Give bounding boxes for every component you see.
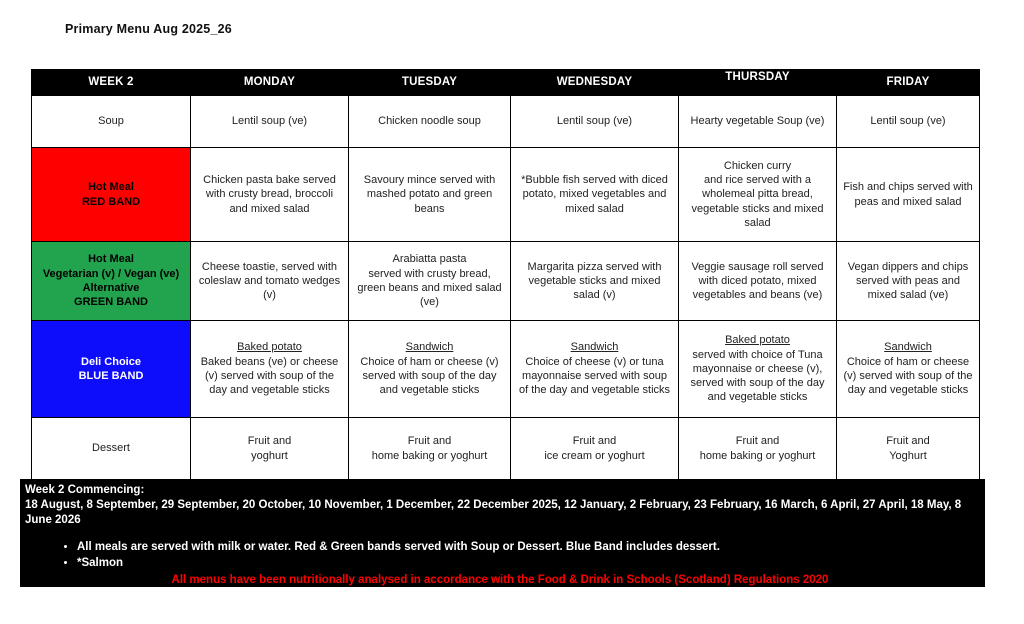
cell-dessert-wednesday: Fruit and ice cream or yoghurt <box>511 418 679 480</box>
menu-row-hot-meal-red <box>32 148 980 242</box>
cell-dessert-thursday: Fruit and home baking or yoghurt <box>679 418 837 480</box>
column-header-wednesday: WEDNESDAY <box>511 70 679 96</box>
cell-dessert-monday: Fruit and yoghurt <box>191 418 349 480</box>
cell-dessert-friday: Fruit and Yoghurt <box>837 418 980 480</box>
footer-bullet: • All meals are served with milk or water. Red & Green bands served with Soup or Dessert. Blue Band includes dessert. <box>77 540 975 555</box>
row-label-dessert: Dessert <box>32 418 191 480</box>
footer-panel <box>20 479 985 587</box>
column-header-week-2: WEEK 2 <box>32 70 191 96</box>
menu-table-header <box>32 70 980 96</box>
footer-dates: 18 August, 8 September, 29 September, 20 October, 10 November, 1 December, 22 December 2025, 12 January, 2 February, 23 February, 16 March, 6 April, 27 April, 18 May, 8 June 2026 <box>25 499 962 527</box>
menu-row-soup <box>32 96 980 148</box>
cell-hot-meal-green-thursday: Veggie sausage roll served with diced potato, mixed vegetables and beans (ve) <box>679 242 837 321</box>
cell-deli-blue-thursday: Baked potato served with choice of Tuna mayonnaise or cheese (v), served with soup of the day and vegetable sticks <box>679 321 837 418</box>
row-label-deli-blue: Deli Choice BLUE BAND <box>32 321 191 418</box>
column-header-monday: MONDAY <box>191 70 349 96</box>
footer-note: All menus have been nutritionally analysed in accordance with the Food & Drink in Schools (Scotland) Regulations 2020 <box>171 573 829 586</box>
cell-hot-meal-green-friday: Vegan dippers and chips served with peas and mixed salad (ve) <box>837 242 980 321</box>
cell-hot-meal-red-friday: Fish and chips served with peas and mixed salad <box>837 148 980 242</box>
row-label-hot-meal-red: Hot Meal RED BAND <box>32 148 191 242</box>
column-header-friday: FRIDAY <box>837 70 980 96</box>
cell-soup-wednesday: Lentil soup (ve) <box>511 96 679 148</box>
footer-heading: Week 2 Commencing: <box>25 484 145 496</box>
cell-deli-blue-wednesday: Sandwich Choice of cheese (v) or tuna mayonnaise served with soup of the day and vegetable sticks <box>511 321 679 418</box>
footer-bullet: • *Salmon <box>77 556 975 571</box>
page-title: Primary Menu Aug 2025_26 <box>65 22 232 36</box>
menu-table <box>31 69 980 480</box>
footer-bullets <box>25 540 975 571</box>
cell-hot-meal-red-monday: Chicken pasta bake served with crusty bread, broccoli and mixed salad <box>191 148 349 242</box>
header-row <box>32 70 980 96</box>
cell-soup-thursday: Hearty vegetable Soup (ve) <box>679 96 837 148</box>
menu-table-body <box>32 96 980 480</box>
cell-heading: Sandwich <box>570 341 619 354</box>
cell-soup-tuesday: Chicken noodle soup <box>349 96 511 148</box>
cell-heading: Sandwich <box>884 341 932 354</box>
cell-deli-blue-tuesday: Sandwich Choice of ham or cheese (v) served with soup of the day and vegetable sticks <box>349 321 511 418</box>
cell-heading: Baked potato <box>725 334 790 347</box>
column-header-thursday: THURSDAY <box>679 70 837 96</box>
cell-hot-meal-green-wednesday: Margarita pizza served with vegetable sticks and mixed salad (v) <box>511 242 679 321</box>
cell-soup-monday: Lentil soup (ve) <box>191 96 349 148</box>
menu-row-deli-blue <box>32 321 980 418</box>
cell-soup-friday: Lentil soup (ve) <box>837 96 980 148</box>
menu-row-hot-meal-green <box>32 242 980 321</box>
cell-hot-meal-green-tuesday: Arabiatta pasta served with crusty bread, green beans and mixed salad (ve) <box>349 242 511 321</box>
cell-deli-blue-friday: Sandwich Choice of ham or cheese (v) served with soup of the day and vegetable sticks <box>837 321 980 418</box>
menu-row-dessert <box>32 418 980 480</box>
cell-hot-meal-green-monday: Cheese toastie, served with coleslaw and tomato wedges (v) <box>191 242 349 321</box>
cell-heading: Baked potato <box>237 341 302 354</box>
cell-hot-meal-red-tuesday: Savoury mince served with mashed potato and green beans <box>349 148 511 242</box>
row-label-hot-meal-green: Hot Meal Vegetarian (v) / Vegan (ve) Alternative GREEN BAND <box>32 242 191 321</box>
cell-dessert-tuesday: Fruit and home baking or yoghurt <box>349 418 511 480</box>
row-label-soup: Soup <box>32 96 191 148</box>
cell-hot-meal-red-wednesday: *Bubble fish served with diced potato, mixed vegetables and mixed salad <box>511 148 679 242</box>
column-header-tuesday: TUESDAY <box>349 70 511 96</box>
cell-hot-meal-red-thursday: Chicken curry and rice served with a wholemeal pitta bread, vegetable sticks and mixed salad <box>679 148 837 242</box>
cell-heading: Sandwich <box>405 341 454 354</box>
cell-deli-blue-monday: Baked potato Baked beans (ve) or cheese (v) served with soup of the day and vegetable sticks <box>191 321 349 418</box>
